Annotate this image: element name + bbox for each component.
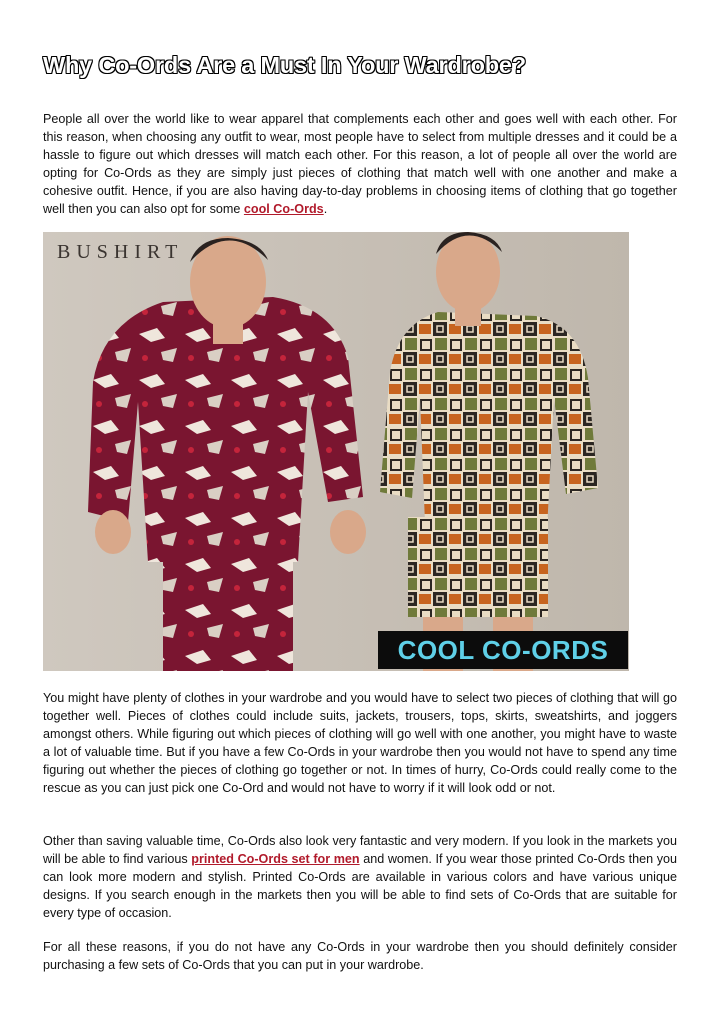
intro-end: . — [323, 202, 328, 216]
p3-text-after: and women. If you wear those printed Co-Ords then you can look more modern and stylish. Printed Co-Ords are available in various colors and have various unique designs. If you search enough in the markets then you will be able to find sets of Co-Ords that are suitable for every type of occasion. — [43, 852, 677, 920]
body-paragraph-2: You might have plenty of clothes in your wardrobe and you would have to select two pieces of clothing that will go together well. Pieces of clothes could include suits, jackets, trousers, tops, skirts, sweatshirts, and joggers amongst others. While figuring out which pieces of clothing will go well with one another, you might have to waste a lot of valuable time. But if you have a few Co-Ords in your wardrobe then you would not have to spend any time figuring out whether the pieces of clothing go together or not. In times of hurry, Co-Ords could really come to the rescue as you can just pick one Co-Ord and would not have to worry if it will look odd or not. — [43, 691, 677, 795]
cool-co-ords-badge: COOL CO-ORDS — [378, 631, 628, 669]
models-illustration — [43, 232, 629, 671]
co-ords-photo — [43, 232, 629, 671]
page-title: Why Co-Ords Are a Must In Your Wardrobe? — [43, 52, 526, 78]
body-paragraph-4: For all these reasons, if you do not have any Co-Ords in your wardrobe then you should definitely consider purchasing a few sets of Co-Ords that you can put in your wardrobe. — [43, 940, 677, 972]
printed-co-ords-link[interactable]: printed Co-Ords set for men — [191, 852, 360, 866]
brand-watermark: BUSHIRT — [57, 241, 184, 263]
p3-text-before: Other than saving valuable time, Co-Ords also look very fantastic and very modern. If you look in the markets you will be able to find various — [43, 834, 677, 866]
cool-co-ords-link[interactable]: cool Co-Ords — [243, 202, 324, 216]
intro-paragraph — [43, 110, 677, 218]
intro-text: People all over the world like to wear apparel that complements each other and goes well with each other. For this reason, when choosing any outfit to wear, most people have to select from multiple dresses and it could be a hassle to figure out which dresses will match each other. For this reason, a lot of people all over the world are opting for Co-Ords as they are simply just pieces of clothing that match well with one another and make a cohesive outfit. Hence, if you are also having day-to-day problems in choosing items of clothing that go together well then you can also opt for some — [43, 112, 677, 216]
body-paragraph-3 — [43, 832, 677, 922]
